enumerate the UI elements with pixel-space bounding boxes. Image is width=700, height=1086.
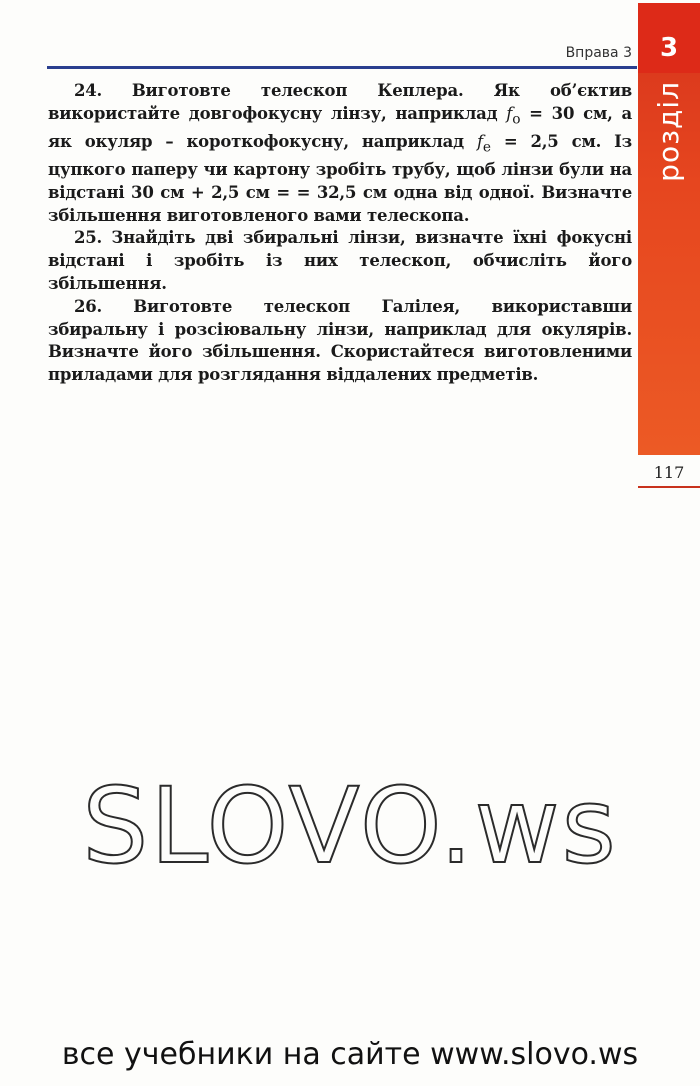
chapter-tab	[638, 3, 700, 455]
exercise-list	[48, 80, 632, 387]
page-number: 117	[653, 463, 685, 482]
exercise-text-part: = 2,5 см. Із цупкого паперу чи картону зробіть трубу, щоб лінзи були на відстані 30 см + 2,5 см = = 32,5 см одна від одної. Визначте збільшення виготовленого вами телескопа.	[48, 131, 632, 225]
header-rule	[47, 66, 637, 69]
exercise-text: Знайдіть дві збиральні лінзи, визначте їхні фокусні відстані і зробіть із них телескоп, обчисліть його збільшення.	[48, 228, 632, 293]
page-number-rule	[638, 486, 700, 488]
exercise-26	[48, 296, 632, 387]
chapter-label: розділ	[652, 81, 685, 182]
focal-length-symbol: f	[506, 103, 513, 123]
focal-length-subscript: е	[482, 139, 491, 156]
exercise-24	[48, 80, 632, 227]
focal-length-subscript: о	[512, 111, 521, 128]
exercise-text: Виготовте телескоп Галілея, використавши збиральну і розсіювальну лінзи, наприклад для окулярів. Визначте його збільшення. Скористайтеся виготовленими приладами для розглядання віддалених предметів.	[48, 296, 633, 385]
chapter-number: 3	[659, 33, 679, 63]
focal-length-symbol: f	[476, 131, 483, 151]
exercise-number: 24.	[74, 81, 103, 100]
exercise-text-part: Виготовте телескоп Кеплера. Як об’єктив використайте довгофокусну лінзу, наприклад	[48, 81, 633, 123]
watermark-logo: SLOVO.ws	[82, 765, 618, 887]
exercise-text-part: = 30 см, а як окуляр – короткофокусну, наприклад	[48, 103, 632, 151]
exercise-number: 26.	[74, 296, 103, 316]
section-title: Вправа 3	[565, 45, 632, 61]
exercise-25	[48, 227, 632, 295]
footer-note: все учебники на сайте www.slovo.ws	[61, 1037, 639, 1072]
exercise-number: 25.	[74, 228, 103, 248]
